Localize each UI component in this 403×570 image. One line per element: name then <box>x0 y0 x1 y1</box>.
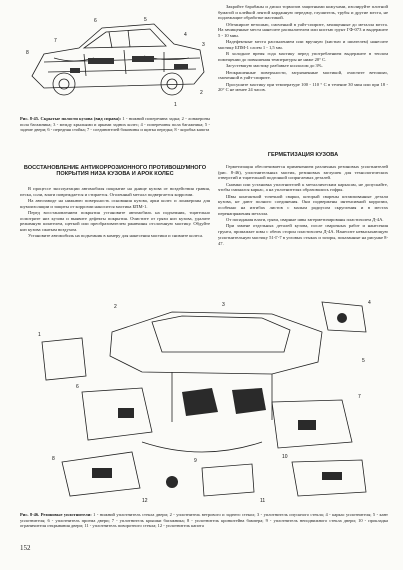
figure-8-46-legend: 1 - нижний уплотнитель стекла двери; 2 - уплотнитель ветрового и заднего стекол; 3 - уплотнитель опускного стекла; 4 - каркас уплотнителя; 5 - кант уплотнителя; 6 - уплотнитель проема двери; 7 - уплотнитель крышки багажника; 8 - уплотнитель кронштейна бампера; 9 - уплотнитель неподвижного стекла двери; 10 - прокладка ограничителя открывания двери; 11 - уплотнитель поворотного стекла; 12 - уплотнитель капота <box>20 512 389 529</box>
svg-text:1: 1 <box>38 332 41 338</box>
section-heading-sealing: ГЕРМЕТИЗАЦИЯ КУЗОВА <box>267 152 339 158</box>
paragraph: В холодное время года мастику перед употреблением выдержите в теплом помещении до повышения температуры не ниже 20° С. <box>218 51 388 63</box>
paragraph: Закройте барабаны и диски тормозов защитными кожухами, изолируйте плотной бумагой и клейкой лентой карданную передачу, глушитель, трубы и другие места, не подлежащие обработке мастикой. <box>218 4 388 21</box>
figure-8-46-rubber-seals <box>22 292 386 508</box>
paragraph: Перед восстановлением покрытия установите автомобиль на подъемник, тщательно осмотрите низ кузова и выявите дефекты покрытия. Очистите от грязи низ кузова, удалите режимную шпателем, щеткой или преобразователем ржавчины отслоенную мастику. Обдуйте низ кузова сжатым воздухом. <box>20 210 210 233</box>
paragraph: Герметизация обеспечивается применением различных резиновых уплотнителей (рис. 8-46), уплотнительных мастик, резиновых заглушек для технологических отверстий и тщательной подгонкой сопрягаемых деталей. <box>218 164 388 181</box>
paragraph: При замене отдельных деталей кузова, после сварочных работ и нанесения грунта, промажьте швы с обеих сторон пластизолем Д-4А. Нанесите невысыхающую уплотнительную мастику 51-Г-7 в угловых стыках и зазоры, показанные на рисунке 8-47. <box>218 223 388 246</box>
svg-text:10: 10 <box>282 454 288 460</box>
figure-8-46-title: Рис. 8-46. Резиновые уплотнители: <box>20 512 92 517</box>
paragraph: Обезжирьте ветошью, смоченной в уайт-спирите, зачищенные до металла места. На зачищенные места нанесите распылителем или кистью грунт ГФ-073 и выдержите 5 - 10 мин. <box>218 21 388 39</box>
figure-8-45-title: Рис. 8-45. Скрытые полости кузова (вид справа): <box>20 116 122 121</box>
svg-text:4: 4 <box>368 300 371 306</box>
svg-text:9: 9 <box>194 458 197 464</box>
section-heading-anticorrosion: ВОССТАНОВЛЕНИЕ АНТИКОРРОЗИОННОГО ПРОТИВОШУМНОГО ПОКРЫТИЯ НИЗА КУЗОВА И АРОК КОЛЕС <box>23 165 207 178</box>
svg-text:5: 5 <box>362 358 365 364</box>
right-column-sealing-text <box>218 164 388 247</box>
paragraph: Просушите мастику при температуре 100 - 110 ° С в течение 30 мин или при 18 - 20° С не менее 24 часов. <box>218 81 388 93</box>
svg-text:5: 5 <box>144 17 147 23</box>
figure-8-45-caption <box>20 116 210 133</box>
svg-text:6: 6 <box>94 18 97 24</box>
figure-8-45-car-body <box>24 14 210 112</box>
page-number: 152 <box>20 544 31 552</box>
svg-text:4: 4 <box>184 32 187 38</box>
svg-text:6: 6 <box>76 384 79 390</box>
figure-8-46-caption <box>20 512 388 529</box>
left-column-text <box>20 186 210 240</box>
svg-text:2: 2 <box>200 90 203 96</box>
figure-8-45-legend: 1 - нижний поперечина задка; 2 - лонжероны пола багажника; 3 - между крыльями и арками задних колес; 4 - поперечины пола багажника; 5 - задние двери; 6 - передняя стойка; 7 - соединителей боковины и щитка передка; 8 - коробка капота <box>20 116 210 133</box>
svg-text:12: 12 <box>142 498 148 504</box>
paragraph: Загустевшую мастику разбавьте ксилолом до 3%. <box>226 63 323 69</box>
svg-text:8: 8 <box>52 456 55 462</box>
svg-text:11: 11 <box>260 498 266 504</box>
svg-text:8: 8 <box>26 50 29 56</box>
right-column-text <box>218 4 388 94</box>
svg-text:3: 3 <box>202 42 205 48</box>
svg-text:7: 7 <box>358 394 361 400</box>
paragraph: В процессе эксплуатации автомобиля покрытие на днище кузова от воздействия гравия, песка, соли, влаги повреждается и стирается. Оголенный металл подвергается коррозии. <box>20 186 210 197</box>
paragraph: От попадания влаги, грязи, сварные швы загерметизированы пластизолем Д-4А. <box>226 217 384 223</box>
svg-text:1: 1 <box>174 102 177 108</box>
paragraph: Неокрашенные поверхности, загрязненные мастикой, очистите ветошью, смоченной в уайт-спирите. <box>218 69 388 81</box>
paragraph: Надефектные места распылением или вручную (кистью и шпателем) нанесите мастику БПМ-1 слоем 1 - 1,5 мм. <box>218 39 388 51</box>
svg-text:7: 7 <box>54 38 57 44</box>
paragraph: На автозаводе на нижнюю поверхность основания кузова, арки колес и лонжероны для шумоизоляции и защиты от коррозии наносится мастика БПМ-1. <box>20 198 210 209</box>
svg-text:3: 3 <box>222 302 225 308</box>
paragraph: Швы контактной точечной сварки, который сварены штампованные детали кузова, не дают полного соединения. Они подвержены интенсивной коррозии, особенно на изгибах листов с малым радиусом скругления и в местах перенапряжения металла. <box>218 193 388 216</box>
svg-text:2: 2 <box>114 304 117 310</box>
paragraph: Снимки или установка уплотнителей к металлическим каркасам, не допускайте, чтобы сминался каркас, а на уплотнителях образовались гофры. <box>218 181 388 193</box>
paragraph: Установите автомобиль на подъемник в камеру для нанесения мастики и снимите колеса. <box>28 233 204 239</box>
rubber-seals-drawing <box>22 292 386 508</box>
car-body-drawing <box>24 14 210 112</box>
